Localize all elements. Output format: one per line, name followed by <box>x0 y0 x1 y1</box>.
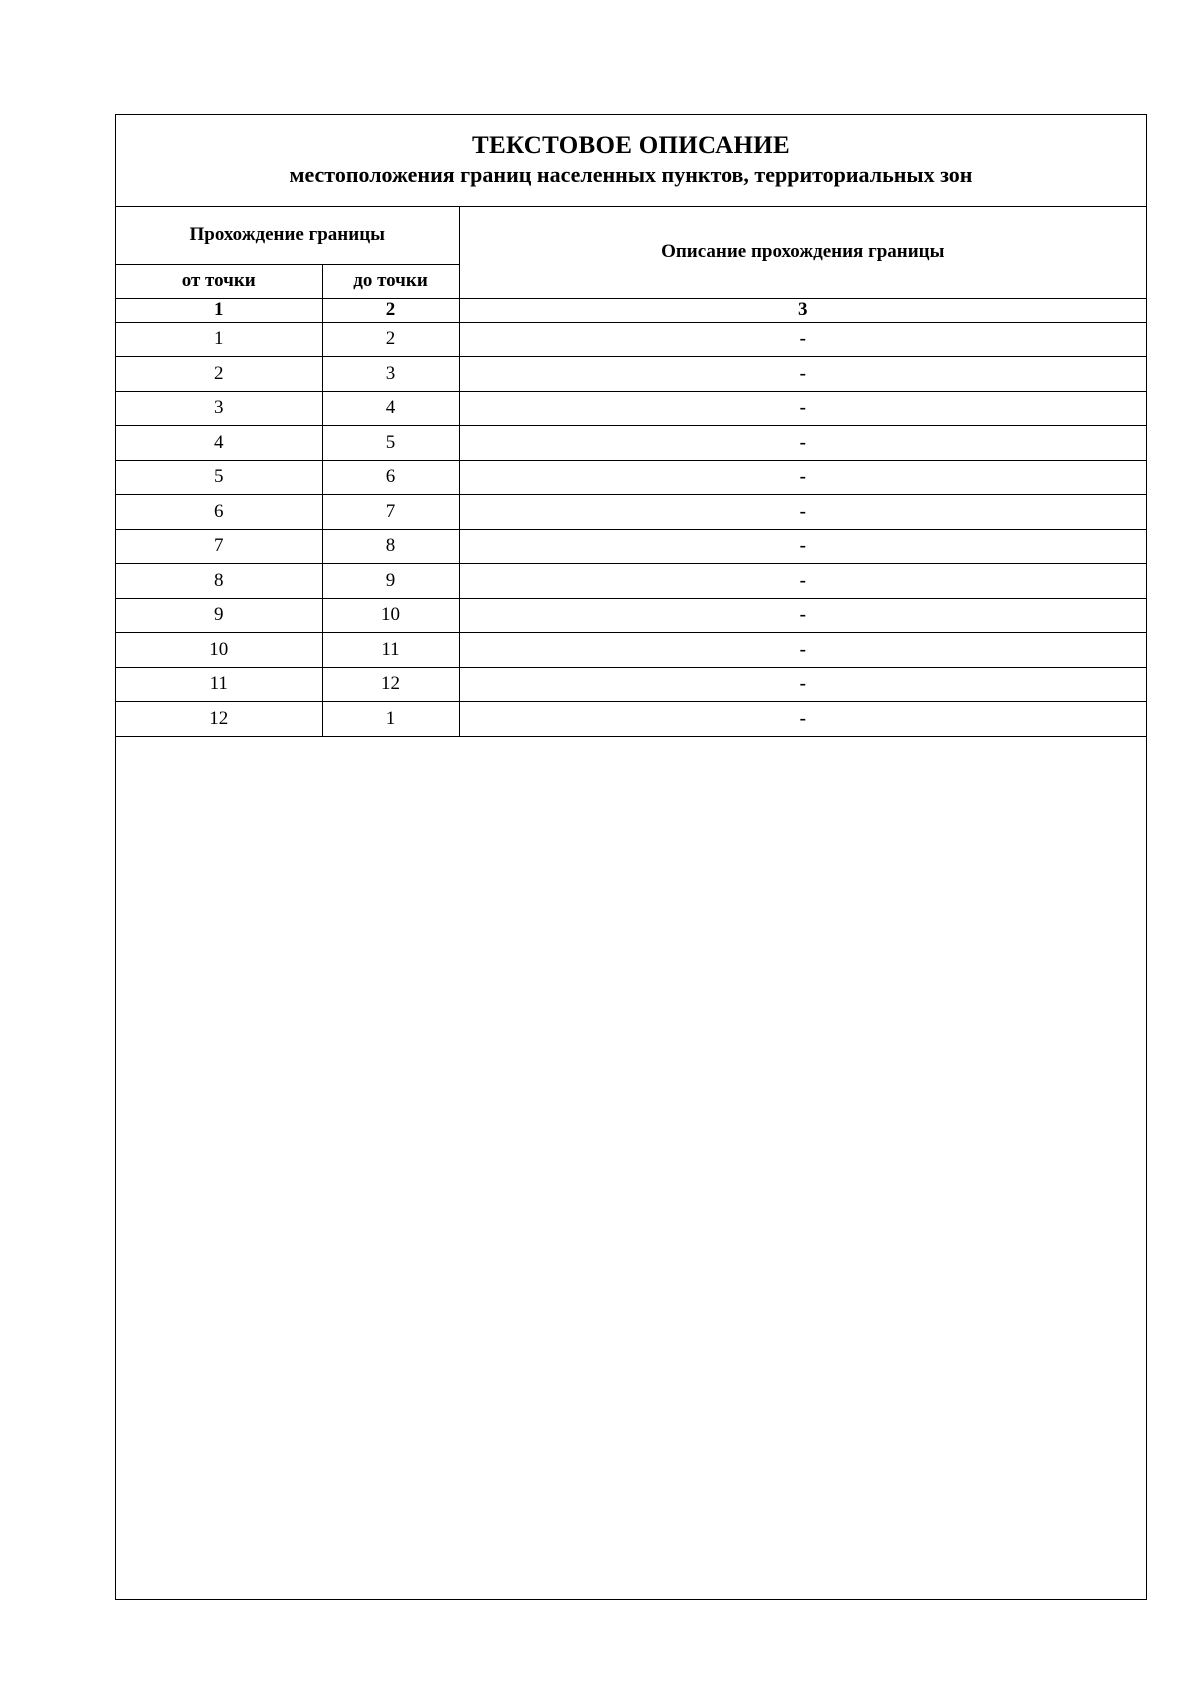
to-point-cell: 7 <box>322 495 459 530</box>
boundary-table <box>116 207 1146 737</box>
to-point-cell: 2 <box>322 322 459 357</box>
boundary-table-body <box>116 207 1146 736</box>
description-cell: - <box>459 322 1146 357</box>
from-point-cell: 8 <box>116 564 322 599</box>
to-point-cell: 11 <box>322 633 459 668</box>
description-cell: - <box>459 426 1146 461</box>
to-point-cell: 9 <box>322 564 459 599</box>
to-point-cell: 8 <box>322 529 459 564</box>
description-cell: - <box>459 633 1146 668</box>
table-row <box>116 460 1146 495</box>
to-point-cell: 4 <box>322 391 459 426</box>
document-title: ТЕКСТОВОЕ ОПИСАНИЕ <box>472 132 790 159</box>
from-header-cell: от точки <box>116 264 322 298</box>
from-point-cell: 12 <box>116 702 322 737</box>
table-row <box>116 598 1146 633</box>
to-point-cell: 10 <box>322 598 459 633</box>
from-point-cell: 11 <box>116 667 322 702</box>
to-point-cell: 1 <box>322 702 459 737</box>
description-cell: - <box>459 564 1146 599</box>
column-number-2: 2 <box>322 298 459 322</box>
to-point-cell: 6 <box>322 460 459 495</box>
description-cell: - <box>459 529 1146 564</box>
from-point-cell: 3 <box>116 391 322 426</box>
table-row <box>116 322 1146 357</box>
table-row <box>116 495 1146 530</box>
from-point-cell: 10 <box>116 633 322 668</box>
to-point-cell: 3 <box>322 357 459 392</box>
table-row <box>116 357 1146 392</box>
from-point-cell: 6 <box>116 495 322 530</box>
from-point-cell: 2 <box>116 357 322 392</box>
from-point-cell: 1 <box>116 322 322 357</box>
description-cell: - <box>459 357 1146 392</box>
column-number-1: 1 <box>116 298 322 322</box>
column-number-row <box>116 298 1146 322</box>
to-header-cell: до точки <box>322 264 459 298</box>
description-header-cell: Описание прохождения границы <box>459 207 1146 298</box>
from-point-cell: 7 <box>116 529 322 564</box>
description-cell: - <box>459 598 1146 633</box>
to-point-cell: 5 <box>322 426 459 461</box>
table-row <box>116 529 1146 564</box>
description-cell: - <box>459 667 1146 702</box>
group-header-cell: Прохождение границы <box>116 207 459 264</box>
from-point-cell: 9 <box>116 598 322 633</box>
table-row <box>116 702 1146 737</box>
column-number-3: 3 <box>459 298 1146 322</box>
from-point-cell: 4 <box>116 426 322 461</box>
document-header <box>116 115 1146 207</box>
table-row <box>116 426 1146 461</box>
description-cell: - <box>459 495 1146 530</box>
table-row <box>116 667 1146 702</box>
document-subtitle: местоположения границ населенных пунктов, территориальных зон <box>289 162 973 187</box>
to-point-cell: 12 <box>322 667 459 702</box>
table-row <box>116 564 1146 599</box>
table-row <box>116 633 1146 668</box>
description-cell: - <box>459 460 1146 495</box>
from-point-cell: 5 <box>116 460 322 495</box>
description-cell: - <box>459 702 1146 737</box>
table-row <box>116 391 1146 426</box>
description-cell: - <box>459 391 1146 426</box>
table-header-row <box>116 207 1146 264</box>
document-frame <box>115 114 1147 1600</box>
